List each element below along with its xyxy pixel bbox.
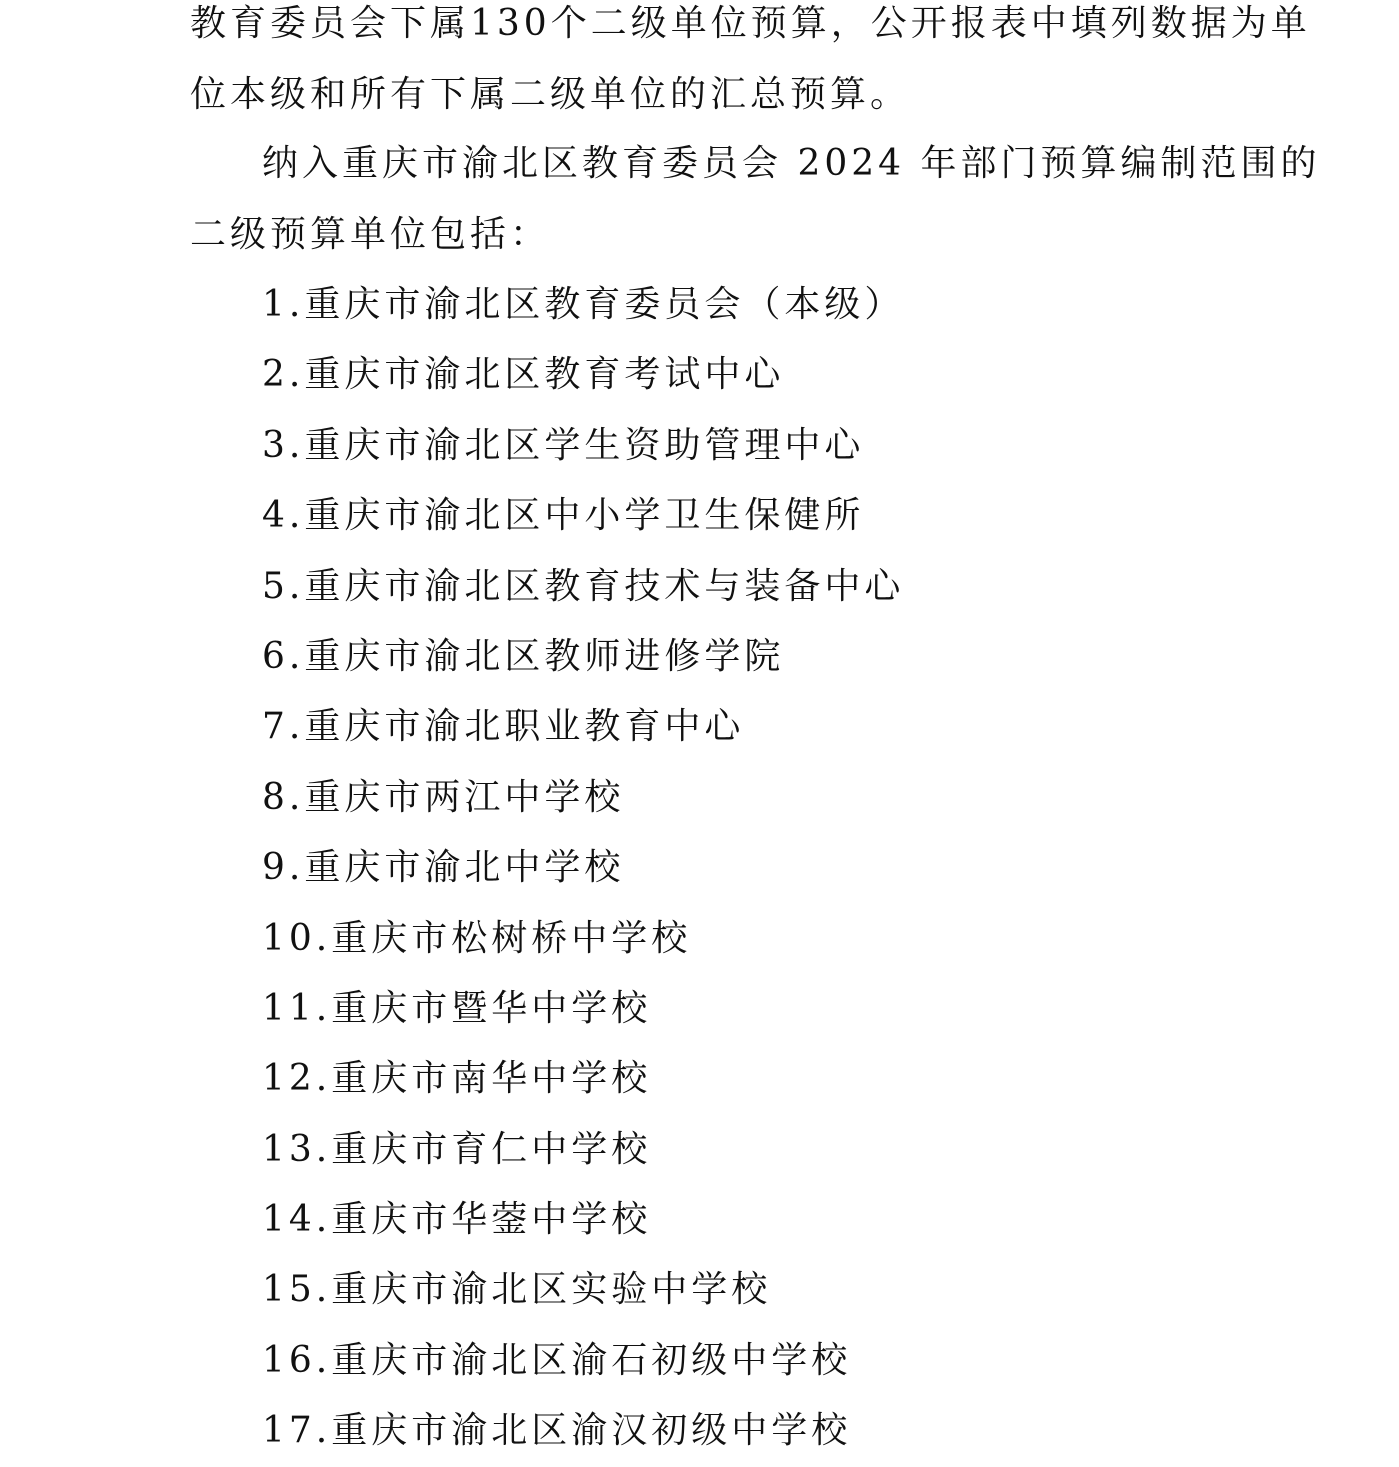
list-item: 4.重庆市渝北区中小学卫生保健所 xyxy=(262,495,865,537)
list-item: 12.重庆市南华中学校 xyxy=(262,1058,652,1100)
list-item: 3.重庆市渝北区学生资助管理中心 xyxy=(262,424,865,466)
paragraph-line: 教育委员会下属130个二级单位预算，公开报表中填列数据为单 xyxy=(190,3,1311,44)
list-item: 10.重庆市松树桥中学校 xyxy=(262,917,692,959)
list-item: 1.重庆市渝北区教育委员会（本级） xyxy=(262,284,905,325)
budget-scope-paragraph xyxy=(190,0,1311,130)
list-item: 14.重庆市华蓥中学校 xyxy=(262,1199,652,1241)
list-item: 7.重庆市渝北职业教育中心 xyxy=(262,706,745,748)
list-item: 15.重庆市渝北区实验中学校 xyxy=(262,1269,772,1311)
paragraph-line: 二级预算单位包括： xyxy=(190,214,551,255)
list-item: 13.重庆市育仁中学校 xyxy=(262,1128,652,1170)
units-intro-paragraph xyxy=(190,128,1321,270)
paragraph-line: 纳入重庆市渝北区教育委员会 2024 年部门预算编制范围的 xyxy=(262,143,1321,184)
list-item: 11.重庆市暨华中学校 xyxy=(262,987,652,1029)
list-item: 8.重庆市两江中学校 xyxy=(262,776,625,818)
list-item: 6.重庆市渝北区教师进修学院 xyxy=(262,635,785,677)
list-item: 17.重庆市渝北区渝汉初级中学校 xyxy=(262,1410,852,1452)
budget-units-list xyxy=(262,270,904,1467)
list-item: 16.重庆市渝北区渝石初级中学校 xyxy=(262,1339,852,1381)
paragraph-line: 位本级和所有下属二级单位的汇总预算。 xyxy=(190,74,911,115)
list-item: 2.重庆市渝北区教育考试中心 xyxy=(262,354,785,396)
list-item: 9.重庆市渝北中学校 xyxy=(262,847,625,889)
list-item: 5.重庆市渝北区教育技术与装备中心 xyxy=(262,565,905,607)
